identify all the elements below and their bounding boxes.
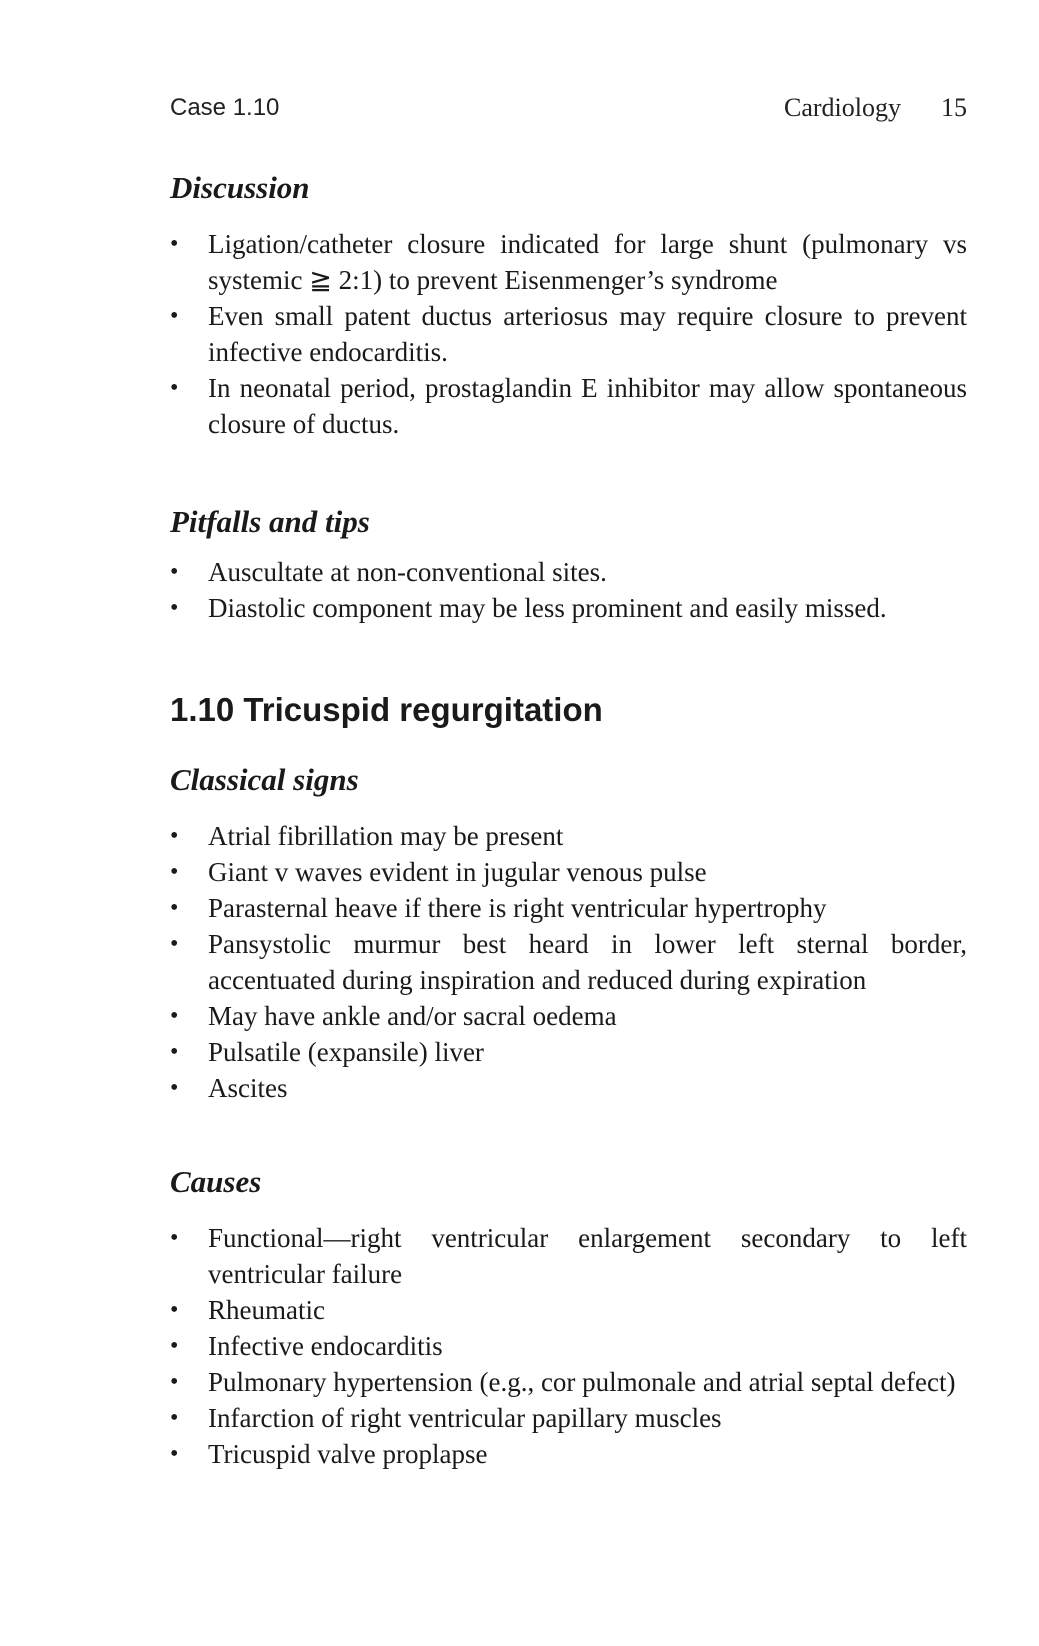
section-title bbox=[170, 688, 967, 732]
classical-signs-heading: Classical signs bbox=[170, 762, 359, 797]
list-item: • Pansystolic murmur best heard in lower left sternal border, accentuated during inspiration and reduced during expiration bbox=[170, 926, 967, 998]
list-item: • Tricuspid valve proplapse bbox=[170, 1436, 967, 1472]
list-item: • Ascites bbox=[170, 1070, 967, 1106]
causes-heading: Causes bbox=[170, 1164, 262, 1199]
list-item: • Giant v waves evident in jugular venous pulse bbox=[170, 854, 967, 890]
list-item: • Atrial fibrillation may be present bbox=[170, 818, 967, 854]
page-number: 15 bbox=[941, 93, 967, 122]
running-head bbox=[170, 88, 967, 128]
list-item: • Pulmonary hypertension (e.g., cor pulmonale and atrial septal defect) bbox=[170, 1364, 967, 1400]
chapter-title: Cardiology bbox=[784, 93, 901, 122]
section-number: 1.10 bbox=[170, 691, 235, 728]
list-item: • May have ankle and/or sacral oedema bbox=[170, 998, 967, 1034]
list-item: • Diastolic component may be less prominent and easily missed. bbox=[170, 590, 967, 626]
section-name: Tricuspid regurgitation bbox=[243, 691, 603, 728]
list-item: • Auscultate at non-conventional sites. bbox=[170, 554, 967, 590]
discussion-list bbox=[170, 226, 967, 442]
discussion-heading: Discussion bbox=[170, 170, 310, 205]
list-item: • Ligation/catheter closure indicated for large shunt (pulmonary vs systemic ≧ 2:1) to prevent Eisenmenger’s syndrome bbox=[170, 226, 967, 298]
list-item: • Pulsatile (expansile) liver bbox=[170, 1034, 967, 1070]
list-item: • Infarction of right ventricular papillary muscles bbox=[170, 1400, 967, 1436]
page-content bbox=[170, 168, 967, 1472]
causes-list bbox=[170, 1220, 967, 1472]
pitfalls-heading: Pitfalls and tips bbox=[170, 504, 370, 539]
case-label: Case 1.10 bbox=[170, 94, 280, 121]
pitfalls-list bbox=[170, 554, 967, 626]
list-item: • Rheumatic bbox=[170, 1292, 967, 1328]
list-item: • Functional—right ventricular enlargement secondary to left ventricular failure bbox=[170, 1220, 967, 1292]
classical-signs-list bbox=[170, 818, 967, 1106]
list-item: • Even small patent ductus arteriosus may require closure to prevent infective endocarditis. bbox=[170, 298, 967, 370]
running-head-right bbox=[784, 93, 967, 123]
list-item: • In neonatal period, prostaglandin E inhibitor may allow spontaneous closure of ductus. bbox=[170, 370, 967, 442]
list-item: • Infective endocarditis bbox=[170, 1328, 967, 1364]
list-item: • Parasternal heave if there is right ventricular hypertrophy bbox=[170, 890, 967, 926]
